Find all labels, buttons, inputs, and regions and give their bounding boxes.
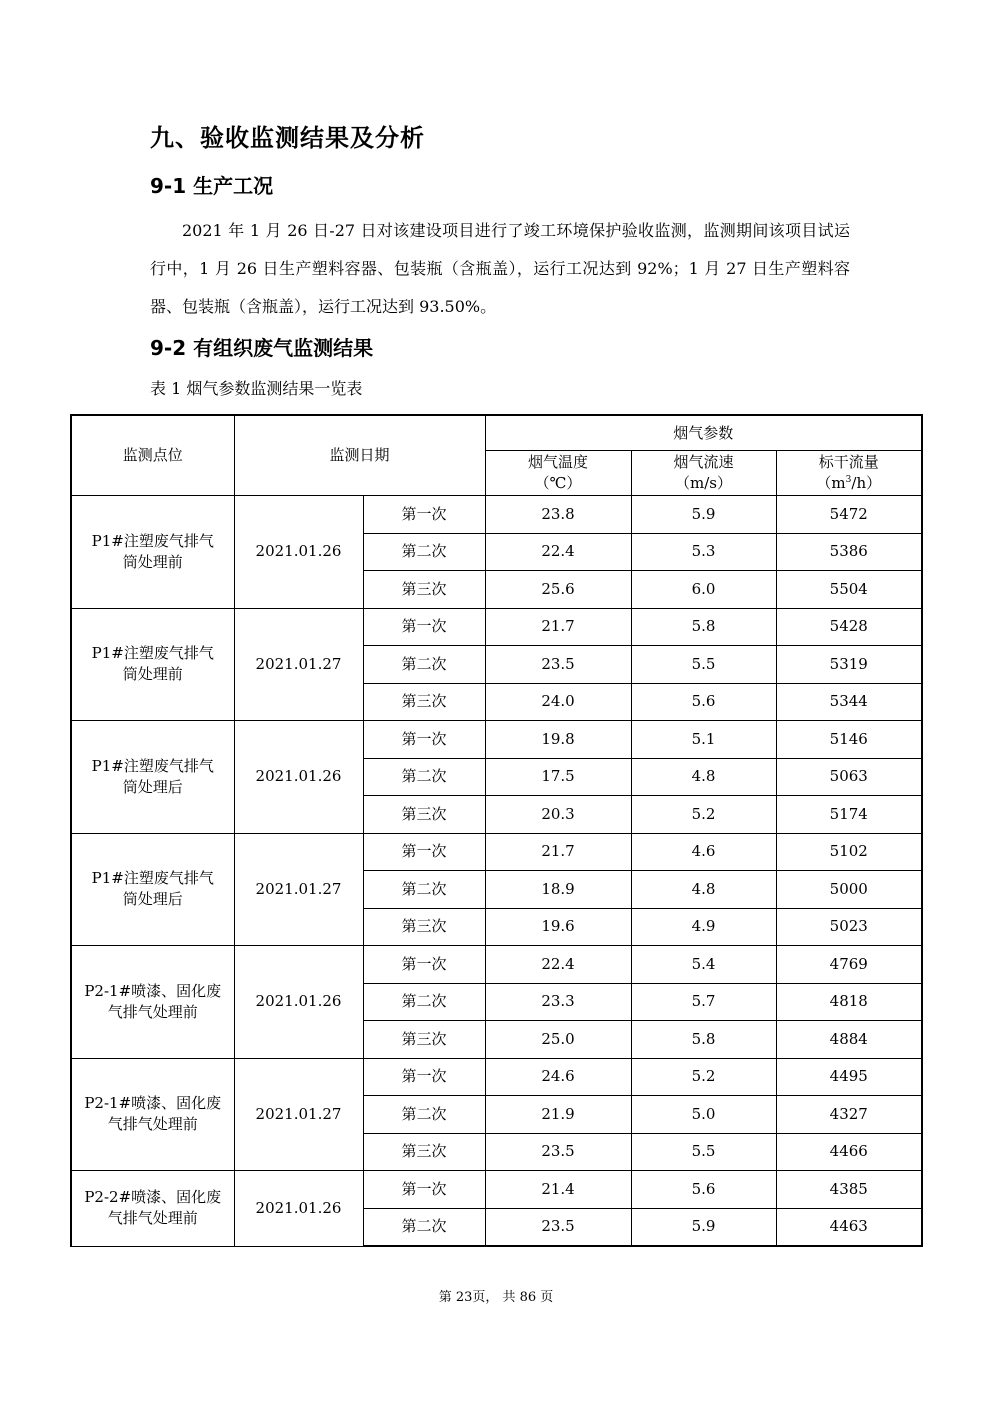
monitoring-point-line2: 筒处理后 <box>122 890 183 909</box>
flow-cell: 4818 <box>776 983 922 1021</box>
temperature-cell: 21.4 <box>485 1171 631 1209</box>
monitoring-date-cell: 2021.01.26 <box>234 721 363 834</box>
flow-cell: 5102 <box>776 833 922 871</box>
header-flow-unit <box>777 473 922 494</box>
monitoring-point-line2: 气排气处理前 <box>107 1002 198 1021</box>
header-point: 监测点位 <box>71 415 234 496</box>
velocity-cell: 5.8 <box>631 1021 776 1059</box>
velocity-cell: 4.8 <box>631 758 776 796</box>
run-cell: 第一次 <box>363 721 485 759</box>
monitoring-point-line2: 筒处理后 <box>122 777 183 796</box>
monitoring-point-line2: 气排气处理前 <box>107 1115 198 1134</box>
monitoring-point-line1: P2-1#喷漆、固化废 <box>84 1094 222 1113</box>
monitoring-point-line2: 筒处理前 <box>122 665 183 684</box>
velocity-cell: 5.8 <box>631 608 776 646</box>
flow-unit-prefix: （m <box>816 474 846 492</box>
monitoring-date-cell: 2021.01.27 <box>234 608 363 721</box>
monitoring-point-cell <box>71 833 234 946</box>
monitoring-date-cell: 2021.01.26 <box>234 946 363 1059</box>
flow-cell: 5319 <box>776 646 922 684</box>
flow-cell: 5174 <box>776 796 922 834</box>
monitoring-point-cell <box>71 608 234 721</box>
temperature-cell: 23.3 <box>485 983 631 1021</box>
header-temperature-label: 烟气温度 <box>528 453 589 471</box>
table-row <box>71 496 922 534</box>
header-velocity-unit: （m/s） <box>675 474 732 492</box>
run-cell: 第三次 <box>363 1133 485 1171</box>
monitoring-point-line1: P1#注塑废气排气 <box>91 531 214 550</box>
monitoring-point-cell <box>71 496 234 609</box>
temperature-cell: 23.5 <box>485 646 631 684</box>
run-cell: 第二次 <box>363 871 485 909</box>
header-temperature <box>485 451 631 496</box>
flow-cell: 5344 <box>776 683 922 721</box>
page-footer: 第 23页， 共 86 页 <box>438 1290 554 1305</box>
run-cell: 第一次 <box>363 946 485 984</box>
velocity-cell: 5.3 <box>631 533 776 571</box>
monitoring-date-cell: 2021.01.26 <box>234 496 363 609</box>
temperature-cell: 21.7 <box>485 608 631 646</box>
temperature-cell: 17.5 <box>485 758 631 796</box>
temperature-cell: 25.6 <box>485 571 631 609</box>
flow-cell: 4385 <box>776 1171 922 1209</box>
temperature-cell: 22.4 <box>485 533 631 571</box>
table-row <box>71 1058 922 1096</box>
flow-cell: 5000 <box>776 871 922 909</box>
velocity-cell: 5.6 <box>631 683 776 721</box>
flow-cell: 4495 <box>776 1058 922 1096</box>
velocity-cell: 4.8 <box>631 871 776 909</box>
table-row <box>71 608 922 646</box>
section-title-emissions: 9-2 有组织废气监测结果 <box>150 336 374 360</box>
header-date: 监测日期 <box>234 415 485 496</box>
velocity-cell: 5.5 <box>631 1133 776 1171</box>
run-cell: 第二次 <box>363 1208 485 1246</box>
header-temperature-unit: （℃） <box>534 474 582 492</box>
monitoring-point-line1: P2-1#喷漆、固化废 <box>84 981 222 1000</box>
velocity-cell: 5.2 <box>631 1058 776 1096</box>
temperature-cell: 25.0 <box>485 1021 631 1059</box>
temperature-cell: 21.9 <box>485 1096 631 1134</box>
velocity-cell: 4.9 <box>631 908 776 946</box>
flow-cell: 5023 <box>776 908 922 946</box>
velocity-cell: 4.6 <box>631 833 776 871</box>
monitoring-date-cell: 2021.01.26 <box>234 1171 363 1247</box>
flow-cell: 5504 <box>776 571 922 609</box>
run-cell: 第三次 <box>363 571 485 609</box>
temperature-cell: 24.6 <box>485 1058 631 1096</box>
temperature-cell: 22.4 <box>485 946 631 984</box>
run-cell: 第一次 <box>363 608 485 646</box>
velocity-cell: 5.7 <box>631 983 776 1021</box>
run-cell: 第三次 <box>363 683 485 721</box>
flow-cell: 5428 <box>776 608 922 646</box>
monitoring-point-line2: 气排气处理前 <box>107 1209 198 1228</box>
flow-unit-suffix: /h） <box>851 474 882 492</box>
table-row <box>71 721 922 759</box>
run-cell: 第二次 <box>363 983 485 1021</box>
velocity-cell: 5.1 <box>631 721 776 759</box>
monitoring-date-cell: 2021.01.27 <box>234 833 363 946</box>
table-row <box>71 946 922 984</box>
run-cell: 第二次 <box>363 1096 485 1134</box>
flow-cell: 5386 <box>776 533 922 571</box>
velocity-cell: 5.2 <box>631 796 776 834</box>
flue-gas-table <box>70 414 923 1247</box>
velocity-cell: 5.6 <box>631 1171 776 1209</box>
flow-cell: 5472 <box>776 496 922 534</box>
temperature-cell: 24.0 <box>485 683 631 721</box>
monitoring-date-cell: 2021.01.27 <box>234 1058 363 1171</box>
monitoring-point-line1: P1#注塑废气排气 <box>91 869 214 888</box>
flow-cell: 4327 <box>776 1096 922 1134</box>
monitoring-point-cell <box>71 721 234 834</box>
velocity-cell: 5.5 <box>631 646 776 684</box>
header-velocity <box>631 451 776 496</box>
monitoring-point-line2: 筒处理前 <box>122 552 183 571</box>
temperature-cell: 21.7 <box>485 833 631 871</box>
monitoring-point-cell <box>71 1171 234 1247</box>
run-cell: 第一次 <box>363 1171 485 1209</box>
run-cell: 第二次 <box>363 646 485 684</box>
flow-cell: 4466 <box>776 1133 922 1171</box>
run-cell: 第三次 <box>363 796 485 834</box>
run-cell: 第二次 <box>363 533 485 571</box>
chapter-heading: 九、验收监测结果及分析 <box>150 124 425 152</box>
header-flue-gas-params: 烟气参数 <box>485 415 922 451</box>
table-caption: 表 1 烟气参数监测结果一览表 <box>150 379 363 398</box>
temperature-cell: 20.3 <box>485 796 631 834</box>
flow-cell: 4463 <box>776 1208 922 1246</box>
monitoring-point-line1: P1#注塑废气排气 <box>91 644 214 663</box>
section-title-production: 9-1 生产工况 <box>150 174 274 198</box>
run-cell: 第一次 <box>363 1058 485 1096</box>
run-cell: 第一次 <box>363 833 485 871</box>
flow-cell: 4884 <box>776 1021 922 1059</box>
velocity-cell: 5.9 <box>631 496 776 534</box>
monitoring-point-line1: P2-2#喷漆、固化废 <box>84 1188 222 1207</box>
run-cell: 第二次 <box>363 758 485 796</box>
header-flow <box>776 451 922 496</box>
temperature-cell: 23.8 <box>485 496 631 534</box>
monitoring-point-cell <box>71 946 234 1059</box>
table-row <box>71 833 922 871</box>
temperature-cell: 19.8 <box>485 721 631 759</box>
run-cell: 第三次 <box>363 1021 485 1059</box>
run-cell: 第三次 <box>363 908 485 946</box>
temperature-cell: 19.6 <box>485 908 631 946</box>
temperature-cell: 18.9 <box>485 871 631 909</box>
temperature-cell: 23.5 <box>485 1208 631 1246</box>
production-paragraph: 2021 年 1 月 26 日-27 日对该建设项目进行了竣工环境保护验收监测，监测期间该项目试运行中，1 月 26 日生产塑料容器、包装瓶（含瓶盖），运行工况达到 92%；1 月 27 日生产塑料容器、包装瓶（含瓶盖），运行工况达到 93.50%。 <box>150 221 850 316</box>
flow-unit-sup: 3 <box>845 475 852 485</box>
velocity-cell: 5.9 <box>631 1208 776 1246</box>
velocity-cell: 6.0 <box>631 571 776 609</box>
temperature-cell: 23.5 <box>485 1133 631 1171</box>
header-flow-label: 标干流量 <box>818 453 879 471</box>
velocity-cell: 5.4 <box>631 946 776 984</box>
run-cell: 第一次 <box>363 496 485 534</box>
flow-cell: 5146 <box>776 721 922 759</box>
velocity-cell: 5.0 <box>631 1096 776 1134</box>
monitoring-point-line1: P1#注塑废气排气 <box>91 756 214 775</box>
table-row <box>71 1171 922 1209</box>
header-velocity-label: 烟气流速 <box>673 453 734 471</box>
flow-cell: 4769 <box>776 946 922 984</box>
monitoring-point-cell <box>71 1058 234 1171</box>
flow-cell: 5063 <box>776 758 922 796</box>
